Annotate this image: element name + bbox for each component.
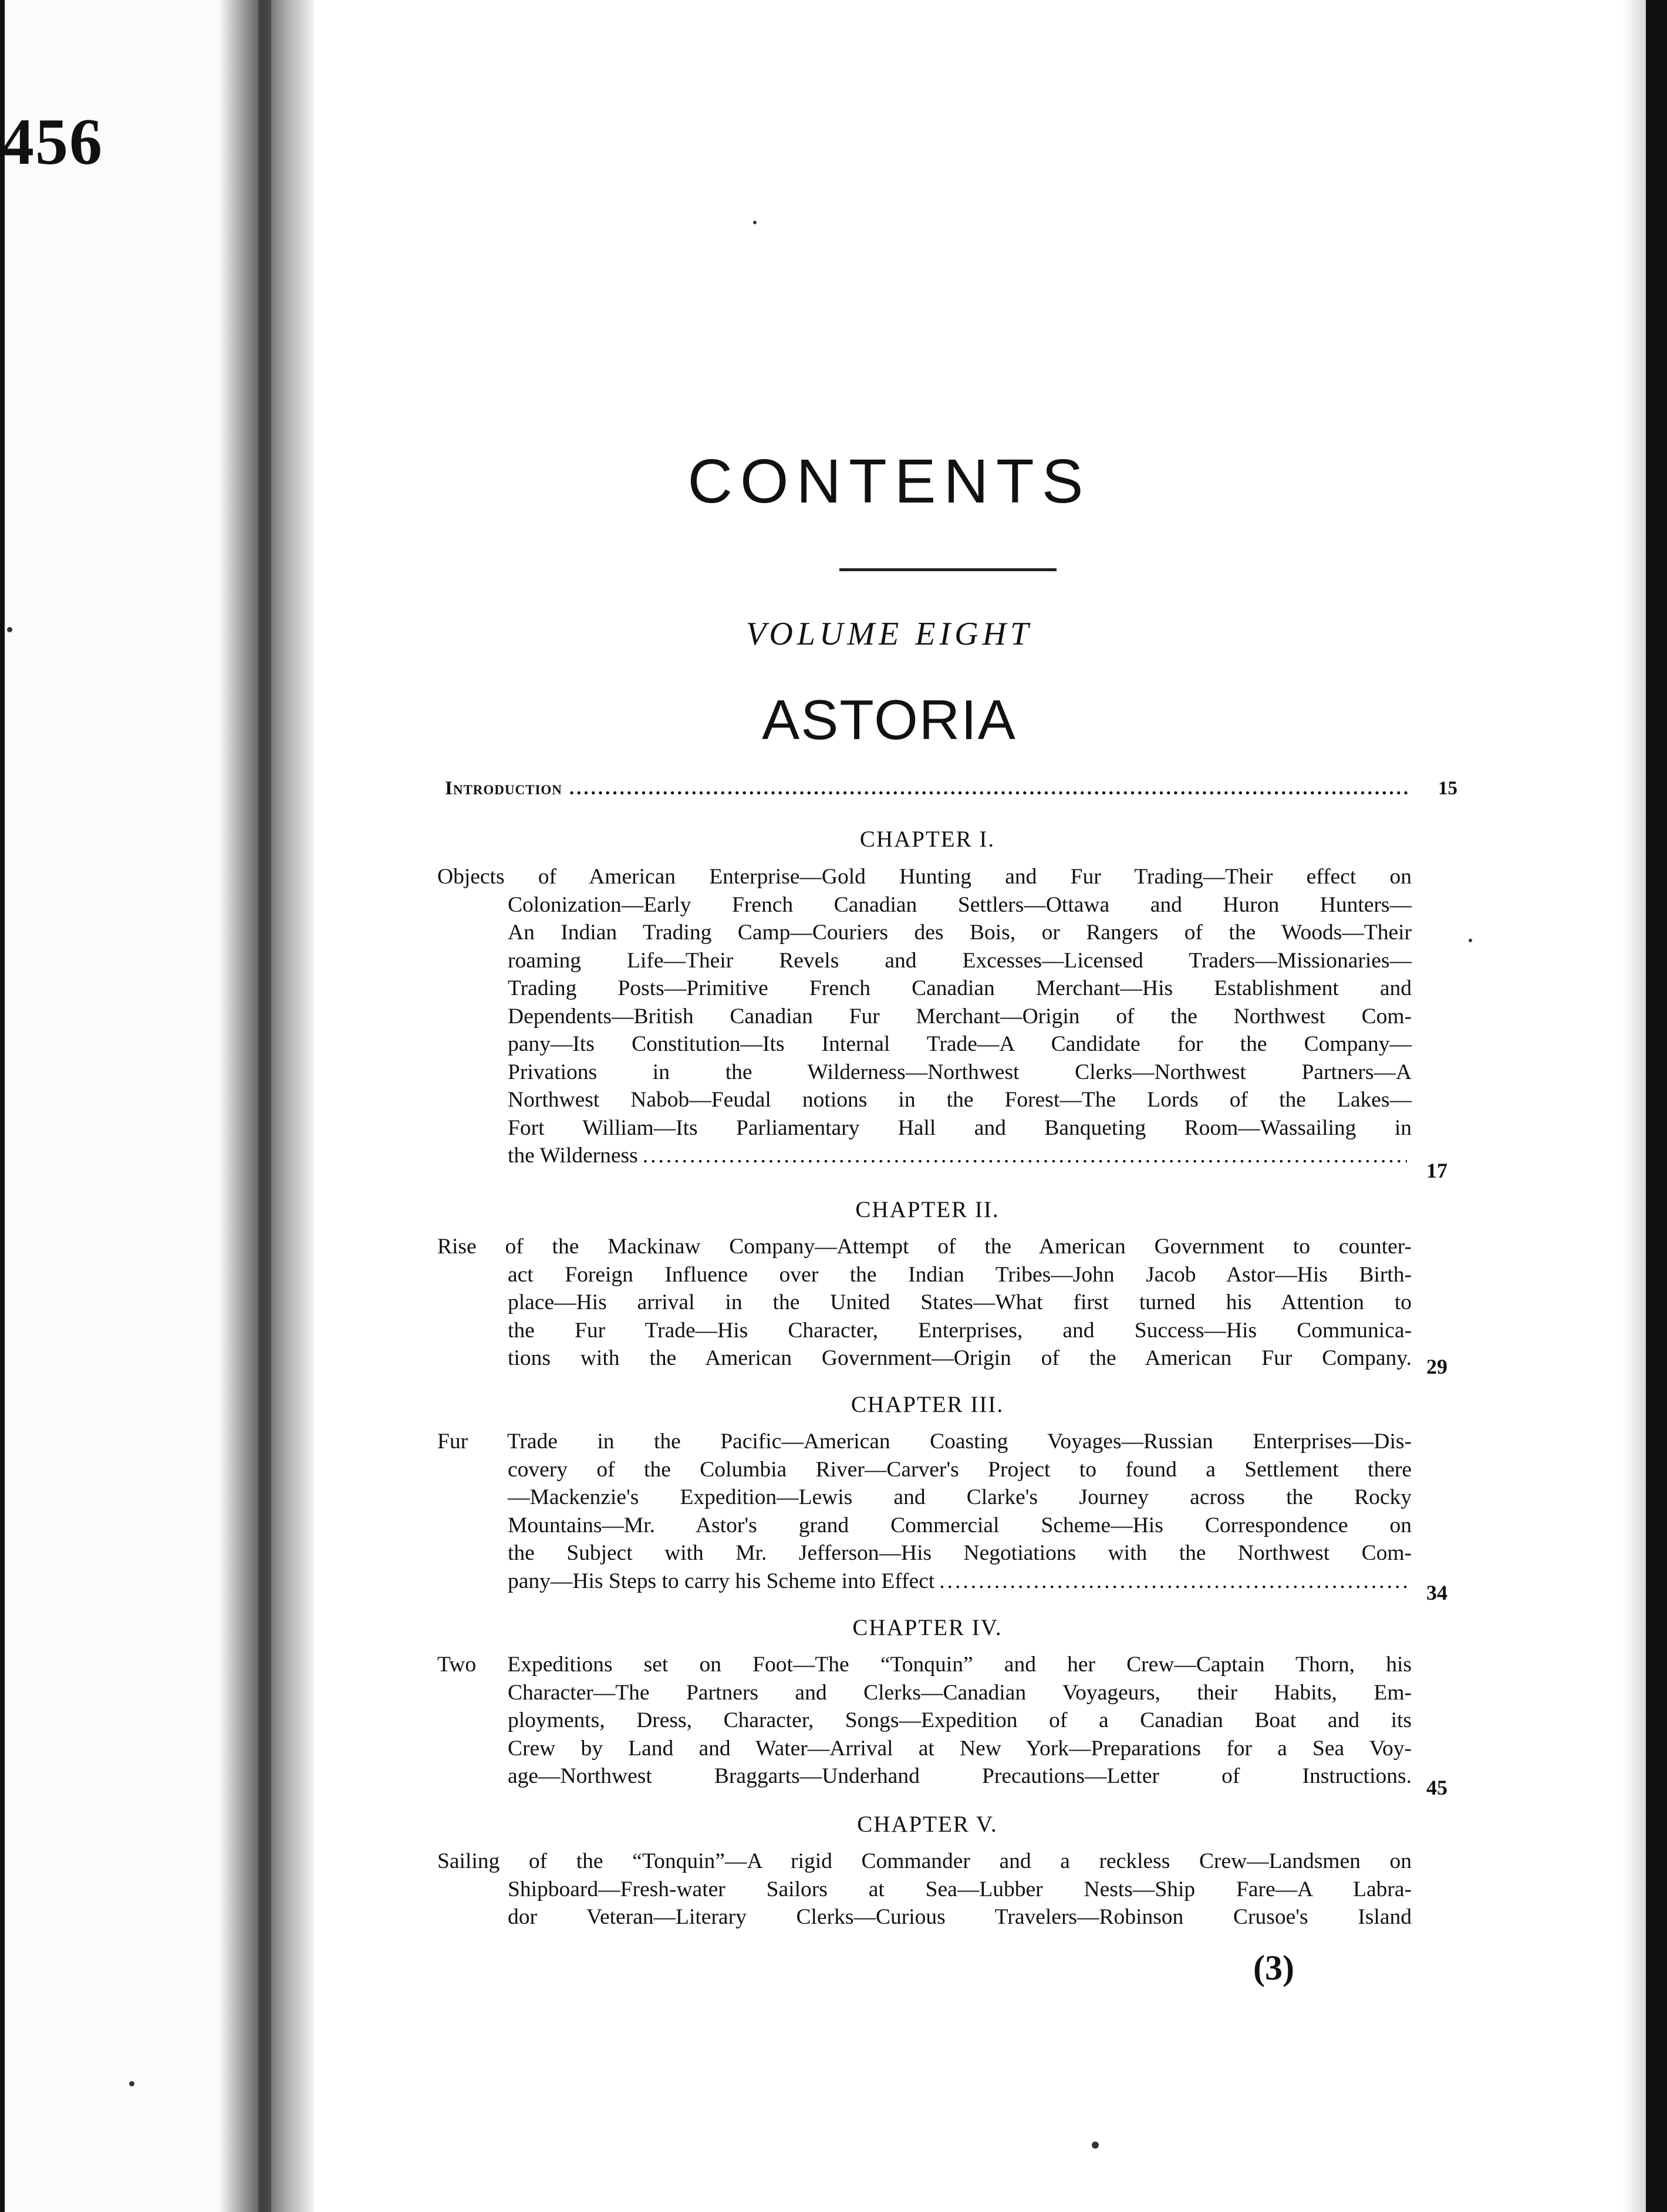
- summary-line: Rise of the Mackinaw Company—Attempt of the American Government to counter-: [437, 1235, 1412, 1259]
- contents-heading: CONTENTS: [687, 447, 1091, 516]
- summary-last-line: [437, 1142, 1412, 1170]
- summary-line: dor Veteran—Literary Clerks—Curious Travelers—Robinson Crusoe's Island: [508, 1905, 1412, 1929]
- left-page-number: 456: [1, 106, 103, 178]
- summary-last-line: [437, 1567, 1412, 1596]
- chapter-page: 17: [1426, 1159, 1447, 1182]
- summary-line: Character—The Partners and Clerks—Canadian Voyageurs, their Habits, Em-: [508, 1680, 1412, 1705]
- introduction-label: Introduction: [445, 778, 562, 799]
- summary-line: age—Northwest Braggarts—Underhand Precautions—Letter of Instructions.: [508, 1764, 1412, 1788]
- chapter-page: 34: [1426, 1581, 1447, 1604]
- summary-line: Crew by Land and Water—Arrival at New York—Preparations for a Sea Voy-: [508, 1736, 1412, 1761]
- gutter-shadow: [258, 0, 271, 2212]
- chapter-title: CHAPTER II.: [855, 1197, 1000, 1222]
- dust-speck: [1469, 939, 1472, 942]
- chapter-title: CHAPTER III.: [851, 1392, 1004, 1417]
- summary-line: Two Expeditions set on Foot—The “Tonquin” and her Crew—Captain Thorn, his: [437, 1653, 1412, 1677]
- dust-speck: [753, 221, 757, 224]
- summary-line: Northwest Nabob—Feudal notions in the Forest—The Lords of the Lakes—: [508, 1088, 1412, 1112]
- summary-line: Sailing of the “Tonquin”—A rigid Commander and a reckless Crew—Landsmen on: [437, 1849, 1412, 1873]
- summary-line: act Foreign Influence over the Indian Tribes—John Jacob Astor—His Birth-: [508, 1262, 1412, 1287]
- chapter-summary: [437, 1428, 1412, 1595]
- summary-line: place—His arrival in the United States—What first turned his Attention to: [508, 1290, 1412, 1314]
- summary-line: Fort William—Its Parliamentary Hall and Banqueting Room—Wassailing in: [508, 1115, 1412, 1140]
- volume-subtitle: VOLUME EIGHT: [745, 616, 1033, 652]
- summary-line: Shipboard—Fresh-water Sailors at Sea—Lubber Nests—Ship Fare—A Labra-: [508, 1877, 1412, 1901]
- dust-speck: [129, 2081, 134, 2086]
- summary-line: Colonization—Early French Canadian Settlers—Ottawa and Huron Hunters—: [508, 892, 1412, 917]
- summary-line: tions with the American Government—Origin of the American Fur Company.: [508, 1346, 1412, 1370]
- dot-leader: [569, 778, 1409, 800]
- summary-line: —Mackenzie's Expedition—Lewis and Clarke's Journey across the Rocky: [508, 1485, 1412, 1509]
- summary-line: the Subject with Mr. Jefferson—His Negotiations with the Northwest Com-: [508, 1541, 1412, 1565]
- summary-line: Dependents—British Canadian Fur Merchant—Origin of the Northwest Com-: [508, 1004, 1412, 1029]
- book-title: ASTORIA: [762, 689, 1017, 751]
- summary-line: covery of the Columbia River—Carver's Project to found a Settlement there: [508, 1457, 1412, 1482]
- summary-line: Objects of American Enterprise—Gold Hunting and Fur Trading—Their effect on: [437, 865, 1412, 889]
- chapter-summary: [437, 1847, 1412, 1931]
- chapter-title: CHAPTER IV.: [852, 1615, 1003, 1640]
- summary-line: roaming Life—Their Revels and Excesses—Licensed Traders—Missionaries—: [508, 948, 1412, 973]
- heading-rule: [839, 568, 1057, 571]
- summary-line: pany—Its Constitution—Its Internal Trade—A Candidate for the Company—: [508, 1032, 1412, 1056]
- summary-line: Mountains—Mr. Astor's grand Commercial Scheme—His Correspondence on: [508, 1513, 1412, 1537]
- summary-line: the Wilderness: [508, 1144, 638, 1168]
- scan-border-right: [1646, 0, 1667, 2212]
- summary-line: Trading Posts—Primitive French Canadian Merchant—His Establishment and: [508, 976, 1412, 1000]
- dot-leader: [939, 1567, 1407, 1596]
- dust-speck: [1092, 2142, 1099, 2149]
- dot-leader: [643, 1142, 1407, 1170]
- toc-introduction: [445, 778, 1457, 800]
- chapter-title: CHAPTER V.: [857, 1812, 998, 1837]
- scan-border-left: [0, 0, 5, 2212]
- chapter-summary: [437, 1651, 1412, 1790]
- introduction-page: 15: [1438, 778, 1457, 799]
- summary-line: Privations in the Wilderness—Northwest Clerks—Northwest Partners—A: [508, 1060, 1412, 1084]
- page-edge-shadow: [1622, 0, 1646, 2212]
- summary-line: the Fur Trade—His Character, Enterprises, and Success—His Communica-: [508, 1318, 1412, 1343]
- summary-line: Fur Trade in the Pacific—American Coasting Voyages—Russian Enterprises—Dis-: [437, 1429, 1412, 1454]
- chapter-title: CHAPTER I.: [859, 827, 996, 852]
- chapter-page: 29: [1426, 1355, 1447, 1378]
- chapter-summary: [437, 1233, 1412, 1373]
- left-facing-page: [0, 0, 252, 2212]
- chapter-summary: [437, 863, 1412, 1170]
- chapter-page: 45: [1426, 1776, 1447, 1799]
- summary-line: An Indian Trading Camp—Couriers des Bois, or Rangers of the Woods—Their: [508, 920, 1412, 945]
- summary-line: ployments, Dress, Character, Songs—Expedition of a Canadian Boat and its: [508, 1708, 1412, 1732]
- page-folio: (3): [1253, 1948, 1294, 1987]
- summary-line: pany—His Steps to carry his Scheme into Effect: [508, 1569, 935, 1593]
